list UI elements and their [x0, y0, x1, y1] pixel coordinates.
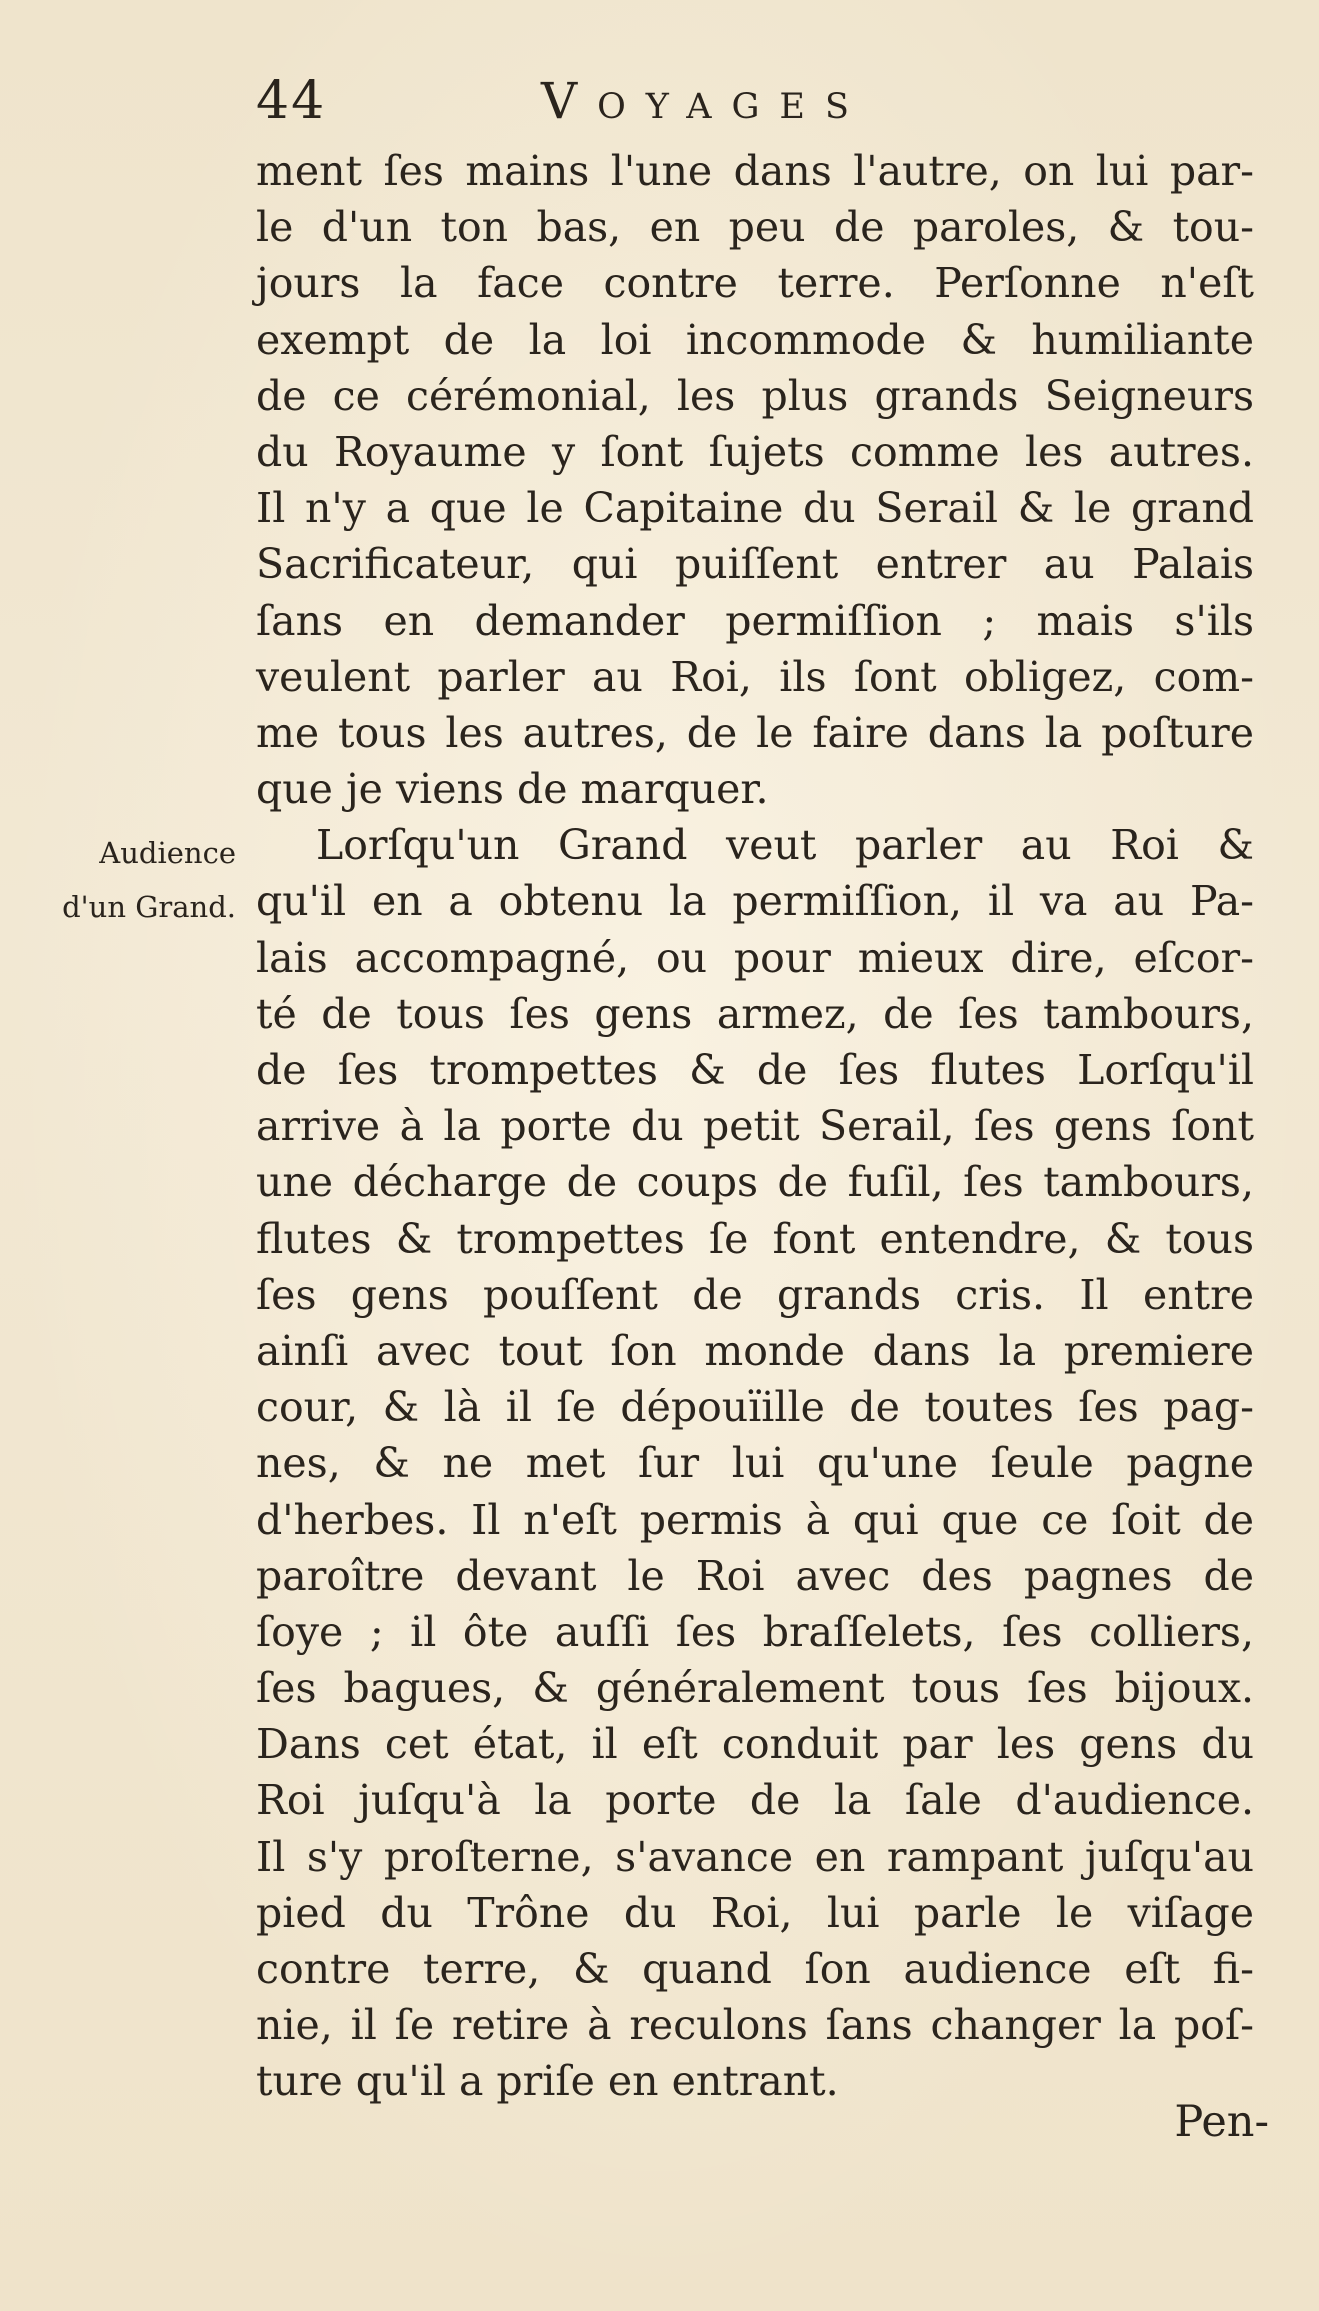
page-header [256, 66, 1256, 136]
text-line: cour, & là il ſe dépouïille de toutes ſes pag- [256, 1383, 1254, 1432]
page-number: 44 [256, 71, 327, 131]
text-line: Roi juſqu'à la porte de la ſale d'audience. [256, 1776, 1254, 1825]
text-line: nes, & ne met ſur lui qu'une ſeule pagne [256, 1439, 1254, 1488]
text-line: lais accompagné, ou pour mieux dire, eſcor- [256, 933, 1254, 982]
text-line: nie, il ſe retire à reculons ſans changer la poſ- [256, 2001, 1254, 2050]
text-line: de ce cérémonial, les plus grands Seigneurs [256, 371, 1254, 420]
text-line: exempt de la loi incommode & humiliante [256, 315, 1254, 364]
text-line: flutes & trompettes ſe font entendre, & tous [256, 1214, 1254, 1263]
text-line: jours la face contre terre. Perſonne n'eſt [256, 259, 1254, 308]
text-line: pied du Trône du Roi, lui parle le viſage [256, 1888, 1254, 1937]
text-line: d'herbes. Il n'eſt permis à qui que ce ſoit de [256, 1495, 1254, 1544]
margin-note [26, 826, 236, 934]
margin-note-line: d'un Grand. [62, 890, 236, 924]
text-line: Il s'y proſterne, s'avance en rampant juſqu'au [256, 1832, 1254, 1881]
text-line: ture qu'il a priſe en entrant. [256, 2057, 839, 2106]
text-line: le d'un ton bas, en peu de paroles, & tou- [256, 203, 1254, 252]
text-line: qu'il en a obtenu la permiſſion, il va au Pa- [256, 877, 1254, 926]
running-head: Voyages [541, 72, 869, 130]
text-line: Lorſqu'un Grand veut parler au Roi & [316, 821, 1254, 870]
text-line: du Royaume y ſont ſujets comme les autres. [256, 427, 1254, 476]
text-line: veulent parler au Roi, ils ſont obligez, com- [256, 652, 1254, 701]
text-line: arrive à la porte du petit Serail, ſes gens ſont [256, 1102, 1254, 1151]
text-line: contre terre, & quand ſon audience eſt fi- [256, 1945, 1254, 1993]
text-line: me tous les autres, de le faire dans la poſture [256, 708, 1254, 757]
catchword: Pen- [1174, 2097, 1269, 2147]
body-text [256, 143, 1254, 2110]
text-line: que je viens de marquer. [256, 765, 769, 814]
text-line: paroître devant le Roi avec des pagnes de [256, 1551, 1254, 1600]
text-line: ment ſes mains l'une dans l'autre, on lui par- [256, 147, 1254, 195]
text-line: une décharge de coups de fuſil, ſes tambours, [256, 1158, 1254, 1207]
text-line: ſes gens pouſſent de grands cris. Il entre [256, 1270, 1254, 1319]
text-line: ainſi avec tout ſon monde dans la premiere [256, 1326, 1254, 1375]
text-line: Sacrificateur, qui puiſſent entrer au Palais [256, 540, 1254, 589]
text-line: Il n'y a que le Capitaine du Serail & le grand [256, 484, 1254, 533]
text-line: Dans cet état, il eſt conduit par les gens du [256, 1720, 1254, 1769]
text-line: ſoye ; il ôte auſſi ſes braſſelets, ſes colliers, [256, 1607, 1254, 1656]
text-line: ſans en demander permiſſion ; mais s'ils [256, 596, 1254, 645]
margin-note-line: Audience [99, 836, 236, 870]
text-line: té de tous ſes gens armez, de ſes tambours, [256, 989, 1254, 1038]
text-line: de ſes trompettes & de ſes flutes Lorſqu'il [256, 1046, 1254, 1094]
text-line: ſes bagues, & généralement tous ſes bijoux. [256, 1664, 1254, 1713]
